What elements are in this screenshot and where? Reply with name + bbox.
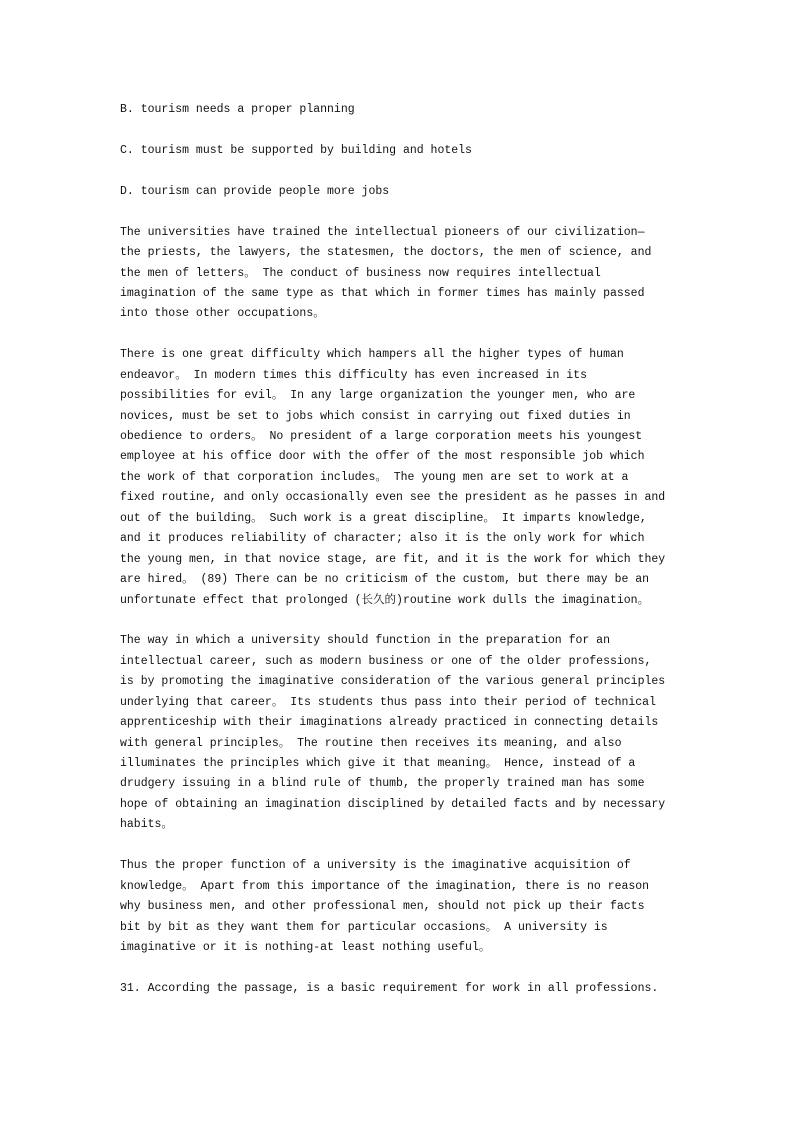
passage-line: novices, must be set to jobs which consist in carrying out fixed duties in xyxy=(120,409,631,423)
passage-line: possibilities for evil。 In any large organization the younger men, who are xyxy=(120,389,636,403)
passage-line: the men of letters。 The conduct of business now requires intellectual xyxy=(120,266,601,280)
answer-option-c xyxy=(120,141,720,161)
passage-line: illuminates the principles which give it that meaning。 Hence, instead of a xyxy=(120,757,636,770)
answer-option-b xyxy=(120,100,720,120)
option-text: C. tourism must be supported by building and hotels xyxy=(120,143,472,157)
passage-line: underlying that career。 Its students thus pass into their period of technical xyxy=(120,695,656,709)
passage-line: into those other occupations。 xyxy=(120,307,325,321)
passage-line: is by promoting the imaginative consideration of the various general principles xyxy=(120,675,666,689)
passage-line: unfortunate effect that prolonged (长久的)routine work dulls the imagination。 xyxy=(120,593,650,607)
passage-line: endeavor。 In modern times this difficulty has even increased in its xyxy=(120,368,587,382)
passage-paragraph-2 xyxy=(120,345,720,611)
option-text: D. tourism can provide people more jobs xyxy=(120,184,390,198)
passage-paragraph-3 xyxy=(120,631,720,835)
passage-line: obedience to orders。 No president of a large corporation meets his youngest xyxy=(120,430,643,443)
passage-line: with general principles。 The routine then receives its meaning, and also xyxy=(120,736,622,750)
passage-line: habits。 xyxy=(120,818,173,832)
passage-line: bit by bit as they want them for particular occasions。 A university is xyxy=(120,920,608,934)
document-content xyxy=(120,100,720,1020)
passage-paragraph-1 xyxy=(120,223,720,325)
passage-line: imaginative or it is nothing-at least nothing useful。 xyxy=(120,940,491,954)
answer-option-d xyxy=(120,182,720,202)
passage-line: apprenticeship with their imaginations already practiced in connecting details xyxy=(120,716,659,730)
passage-line: knowledge。 Apart from this importance of the imagination, there is no reason xyxy=(120,879,650,893)
passage-line: are hired。 (89) There can be no criticism of the custom, but there may be an xyxy=(120,573,650,587)
passage-line: the young men, in that novice stage, are fit, and it is the work for which they xyxy=(120,552,666,566)
passage-line: out of the building。 Such work is a great discipline。 It imparts knowledge, xyxy=(120,511,647,525)
passage-line: hope of obtaining an imagination disciplined by detailed facts and by necessary xyxy=(120,797,666,811)
passage-line: employee at his office door with the offer of the most responsible job which xyxy=(120,450,645,464)
passage-paragraph-4 xyxy=(120,856,720,958)
passage-line: There is one great difficulty which hampers all the higher types of human xyxy=(120,348,624,362)
passage-line: imagination of the same type as that which in former times has mainly passed xyxy=(120,286,645,300)
passage-line: Thus the proper function of a university is the imaginative acquisition of xyxy=(120,859,631,873)
passage-line: and it produces reliability of character; also it is the only work for which xyxy=(120,532,645,546)
passage-line: drudgery issuing in a blind rule of thumb, the properly trained man has some xyxy=(120,777,645,791)
passage-line: fixed routine, and only occasionally even see the president as he passes in and xyxy=(120,491,666,505)
passage-line: the priests, the lawyers, the statesmen, the doctors, the men of science, and xyxy=(120,246,652,260)
question-31 xyxy=(120,979,720,999)
question-text: 31. According the passage, is a basic requirement for work in all professions. xyxy=(120,981,659,995)
passage-line: the work of that corporation includes。 The young men are set to work at a xyxy=(120,470,629,484)
passage-line: The universities have trained the intellectual pioneers of our civilization— xyxy=(120,225,645,239)
passage-line: intellectual career, such as modern business or one of the older professions, xyxy=(120,654,652,668)
option-text: B. tourism needs a proper planning xyxy=(120,103,355,116)
passage-line: The way in which a university should function in the preparation for an xyxy=(120,634,610,648)
passage-line: why business men, and other professional men, should not pick up their facts xyxy=(120,900,645,914)
